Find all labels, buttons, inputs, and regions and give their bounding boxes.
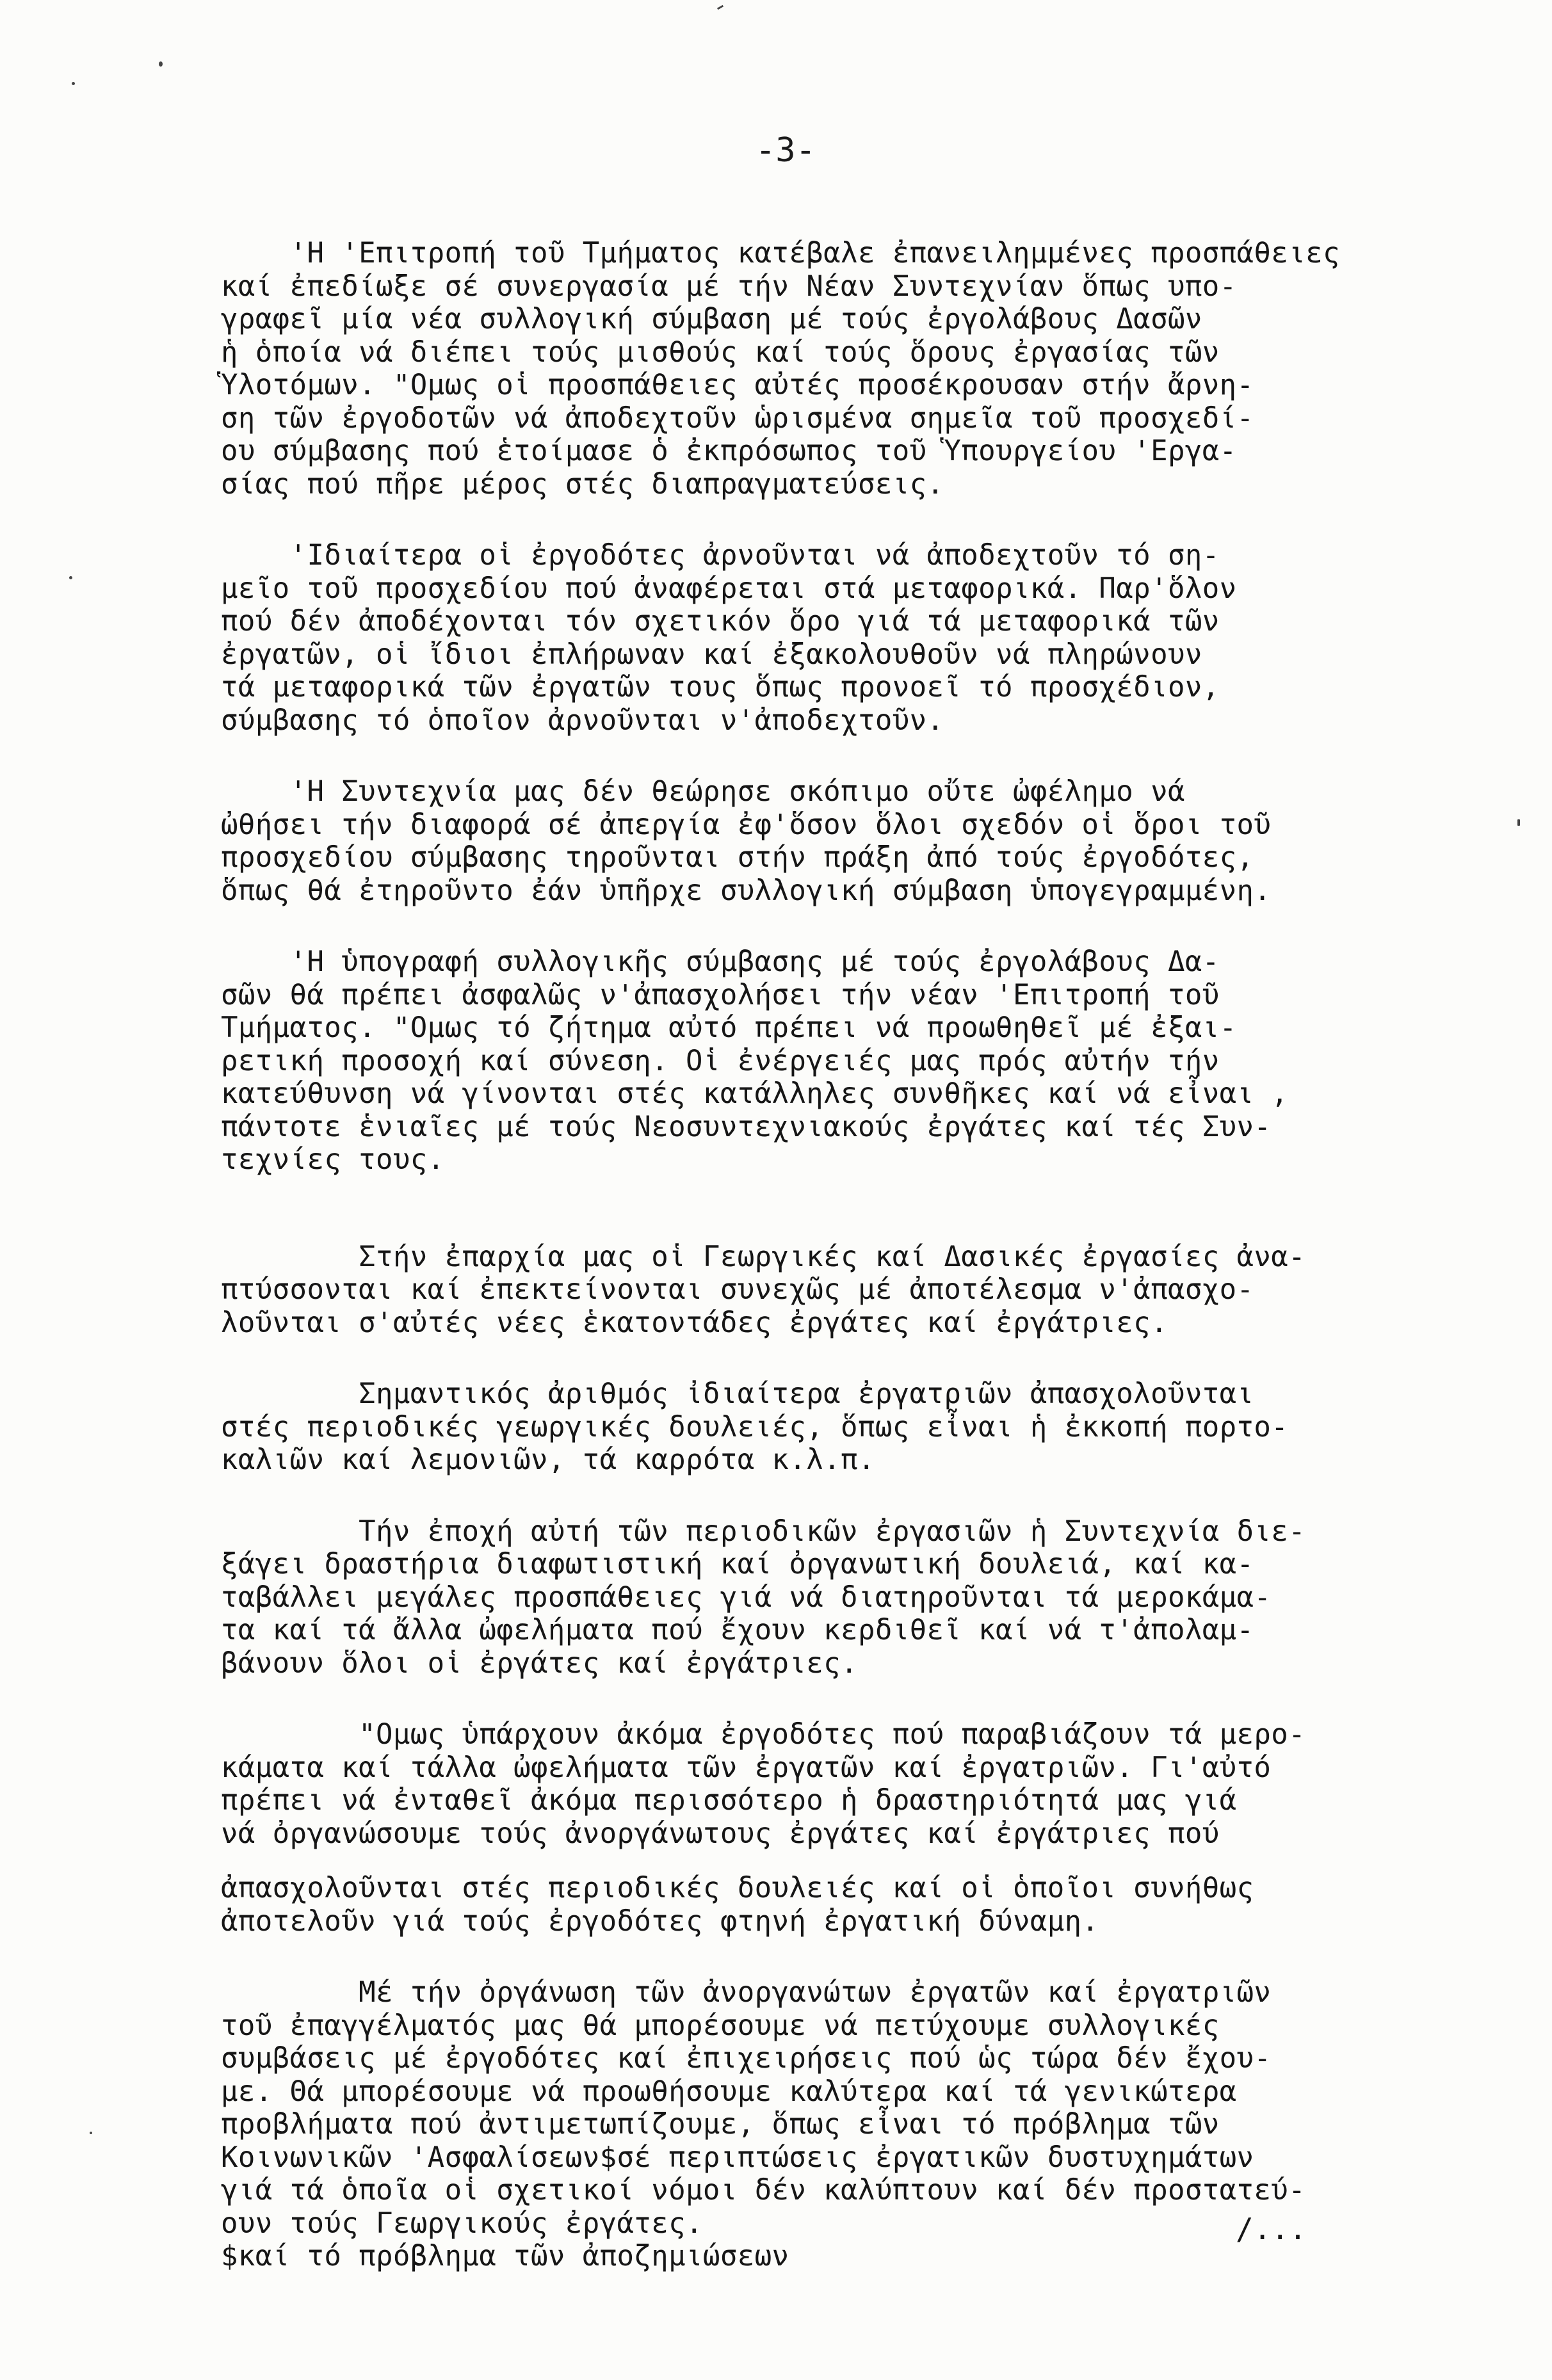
page-number: -3- <box>756 131 816 170</box>
paragraph-agricultural-work: Στήν ἐπαρχία μας οἱ Γεωργικές καί Δασικές ἐργασίες ἀνα- πτύσσονται καί ἐπεκτείνονται συνεχῶς μέ ἀποτέλεσμα ν'ἀπασχο- λοῦνται σ'αὐτές νέες ἑκατοντάδες ἐργάτες καί ἐργάτριες. <box>221 1240 1306 1339</box>
paragraph-no-strike: 'Η Συντεχνία μας δέν θεώρησε σκόπιμο οὔτε ὠφέλημο νά ὠθήσει τήν διαφορά σέ ἀπεργία ἐφ'ὅσον ὅλοι σχεδόν οἱ ὅροι τοῦ προσχεδίου σύμβασης τηροῦνται στήν πράξη ἀπό τούς ἐργοδότες, ὅπως θά ἐτηροῦντο ἐάν ὑπῆρχε συλλογική σύμβαση ὑπογεγραμμένη. <box>221 775 1272 907</box>
paragraph-transport-costs: 'Ιδιαίτερα οἱ ἐργοδότες ἀρνοῦνται νά ἀποδεχτοῦν τό ση- μεῖο τοῦ προσχεδίου πού ἀναφέρεται στά μεταφορικά. Παρ'ὅλον πού δέν ἀποδέχονται τόν σχετικόν ὅρο γιά τά μεταφορικά τῶν ἐργατῶν, οἱ ἴδιοι ἐπλήρωναν καί ἐξακολουθοῦν νά πληρώνουν τά μεταφορικά τῶν ἐργατῶν τους ὅπως προνοεῖ τό προσχέδιον, σύμβασης τό ὁποῖον ἀρνοῦνται ν'ἀποδεχτοῦν. <box>221 539 1237 737</box>
continuation-mark: /... <box>1236 2212 1307 2246</box>
scan-speck <box>90 2132 92 2134</box>
paragraph-women-workers: Σημαντικός ἀριθμός ἰδιαίτερα ἐργατριῶν ἀπασχολοῦνται στές περιοδικές γεωργικές δουλειές, ὅπως εἶναι ἡ ἐκκοπή πορτο- καλιῶν καί λεμονιῶν, τά καρρότα κ.λ.π. <box>221 1378 1289 1476</box>
paragraph-union-activity: Τήν ἐποχή αὐτή τῶν περιοδικῶν ἐργασιῶν ἡ Συντεχνία διε- ξάγει δραστήρια διαφωτιστική καί ὀργανωτική δουλειά, καί κα- ταβάλλει μεγάλες προσπάθειες γιά νά διατηροῦνται τά μεροκάμα- τα καί τά ἄλλα ὠφελήματα πού ἔχουν κερδιθεῖ καί νά τ'ἀπολαμ- βάνουν ὅλοι οἱ ἐργάτες καί ἐργάτριες. <box>221 1515 1306 1680</box>
scan-speck <box>159 61 163 67</box>
scan-speck <box>69 576 72 579</box>
scan-speck <box>72 82 75 85</box>
document-body <box>221 237 1476 2273</box>
scan-speck <box>1517 819 1520 826</box>
paragraph-committee-efforts: 'Η 'Επιτροπή τοῦ Τμήματος κατέβαλε ἐπανειλημμένες προσπάθειες καί ἐπεδίωξε σέ συνεργασία μέ τήν Νέαν Συντεχνίαν ὅπως υπο- γραφεῖ μία νέα συλλογική σύμβαση μέ τούς ἐργολάβους Δασῶν ἡ ὁποία νά διέπει τούς μισθούς καί τούς ὅρους ἐργασίας τῶν Ὑλοτόμων. "Ομως οἱ προσπάθειες αὐτές προσέκρουσαν στήν ἄρνη- ση τῶν ἐργοδοτῶν νά ἀποδεχτοῦν ὡρισμένα σημεῖα τοῦ προσχεδί- ου σύμβασης πού ἑτοίμασε ὁ ἐκπρόσωπος τοῦ Ὑπουργείου 'Εργα- σίας πού πῆρε μέρος στές διαπραγματεύσεις. <box>221 237 1340 501</box>
paragraph-collective-agreement: 'Η ὑπογραφή συλλογικῆς σύμβασης μέ τούς ἐργολάβους Δα- σῶν θά πρέπει ἀσφαλῶς ν'ἀπασχολήσει τήν νέαν 'Επιτροπή τοῦ Τμήματος. "Ομως τό ζήτημα αὐτό πρέπει νά προωθηθεῖ μέ ἐξαι- ρετική προσοχή καί σύνεση. Οἱ ἐνέργειές μας πρός αὐτήν τήν κατεύθυνση νά γίνονται στές κατάλληλες συνθῆκες καί νά εἶναι , πάντοτε ἑνιαῖες μέ τούς Νεοσυντεχνιακούς ἐργάτες καί τές Συν- τεχνίες τους. <box>221 945 1289 1176</box>
paragraph-organisation: Μέ τήν ὀργάνωση τῶν ἀνοργανώτων ἐργατῶν καί ἐργατριῶν τοῦ ἐπαγγέλματός μας θά μπορέσουμε νά πετύχουμε συλλογικές συμβάσεις μέ ἐργοδότες καί ἐπιχειρήσεις πού ὡς τώρα δέν ἔχου- με. Θά μπορέσουμε νά προωθήσουμε καλύτερα καί τά γενικώτερα προβλήματα πού ἀντιμετωπίζουμε, ὅπως εἶναι τό πρόβλημα τῶν Κοινωνικῶν 'Ασφαλίσεων$σέ περιπτώσεις ἐργατικῶν δυστυχημάτων γιά τά ὁποῖα οἱ σχετικοί νόμοι δέν καλύπτουν καί δέν προστατεύ- ουν τούς Γεωργικούς ἐργάτες. <box>221 1976 1306 2240</box>
scan-speck <box>717 5 723 10</box>
paragraph-cheap-labour: ἀπασχολοῦνται στές περιοδικές δουλειές καί οἱ ὁποῖοι συνήθως ἀποτελοῦν γιά τούς ἐργοδότες φτηνή ἐργατική δύναμη. <box>221 1872 1254 1938</box>
paragraph-violations: "Ομως ὑπάρχουν ἀκόμα ἐργοδότες πού παραβιάζουν τά μερο- κάματα καί τάλλα ὠφελήματα τῶν ἐργατῶν καί ἐργατριῶν. Γι'αὐτό πρέπει νά ἐνταθεῖ ἀκόμα περισσότερο ἡ δραστηριότητά μας γιά νά ὀργανώσουμε τούς ἀνοργάνωτους ἐργάτες καί ἐργάτριες πού <box>221 1718 1306 1850</box>
paragraph-compensation: $καί τό πρόβλημα τῶν ἀποζημιώσεων <box>221 2240 789 2272</box>
